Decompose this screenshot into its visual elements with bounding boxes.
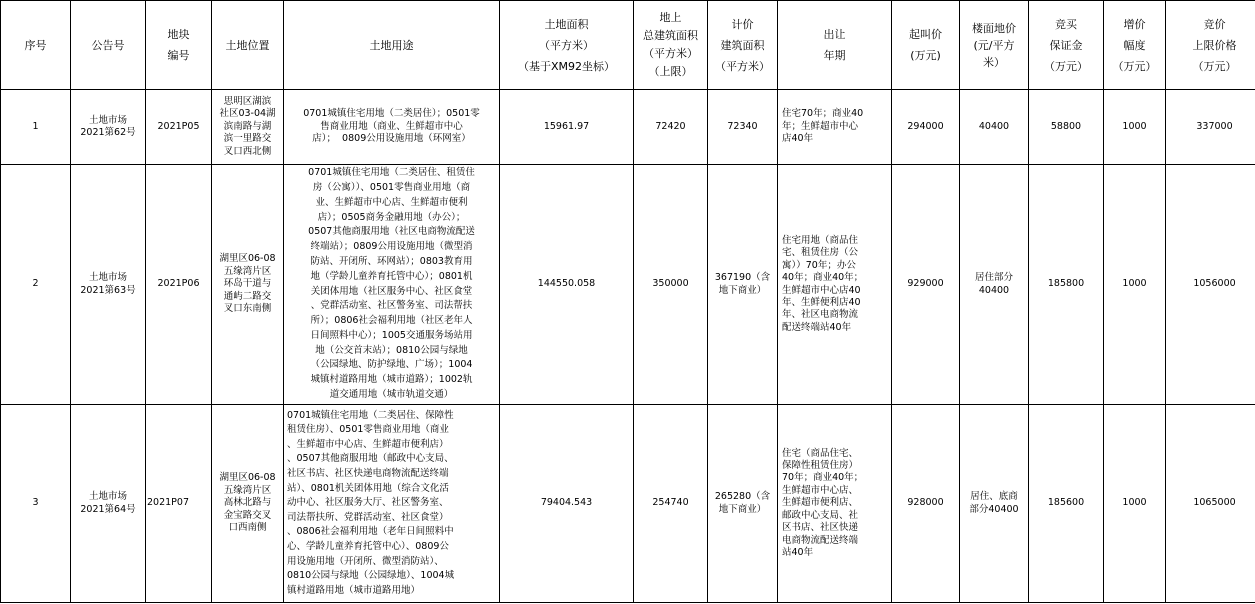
cell-start-price: 928000 [892,405,960,603]
cell-usage: 0701城镇住宅用地（二类居住）；0501零 售商业用地（商业、生鲜超市中心 店）； 0809公用设施用地（环网室） [284,90,500,165]
cell-term: 住宅用地（商品住 宅、租赁住房（公 寓））70年；办公 40年；商业40年； 生鲜超市中心店40 年、生鲜便利店40 年、社区电商物流 配送终端站40年 [778,165,892,405]
cell-deposit: 58800 [1029,90,1104,165]
cell-usage: 0701城镇住宅用地（二类居住、保障性 租赁住房）、0501零售商业用地（商业 、生鲜超市中心店、生鲜超市便利店） 、0507其他商服用地（邮政中心支局、 社区书店、社区快递电商物流配送终端 站）、0801机关团体用地（综合文化活 动中心、社区服务大厅、社区警务室、 司法帮扶所、党群活动室、社区食堂） 、0806社会福利用地（老年日间照料中 心、学龄儿童养育托管中心）、0809公 用设施用地（开闭所、微型消防站）、 0810公园与绿地（公园绿地）、1004城 镇村道路用地（城市道路用地） [284,405,500,603]
cell-notice: 土地市场 2021第64号 [71,405,146,603]
cell-notice: 土地市场 2021第62号 [71,90,146,165]
cell-start-price: 294000 [892,90,960,165]
header-priced-area: 计价 建筑面积 （平方米） [708,1,778,90]
header-notice: 公告号 [71,1,146,90]
cell-area: 144550.058 [500,165,634,405]
cell-cap: 1056000 [1166,165,1255,405]
header-usage: 土地用途 [284,1,500,90]
cell-deposit: 185600 [1029,405,1104,603]
cell-priced-area: 72340 [708,90,778,165]
header-seq: 序号 [1,1,71,90]
cell-deposit: 185800 [1029,165,1104,405]
header-area: 土地面积 （平方米） （基于XM92坐标） [500,1,634,90]
cell-seq: 1 [1,90,71,165]
header-cap: 竞价 上限价格 （万元） [1166,1,1255,90]
cell-lot: 2021P05 [146,90,212,165]
cell-priced-area: 265280（含 地下商业） [708,405,778,603]
cell-term: 住宅（商品住宅、 保障性租赁住房） 70年；商业40年； 生鲜超市中心店、 生鲜超市便利店、 邮政中心支局、社 区书店、社区快递 电商物流配送终端 站40年 [778,405,892,603]
table-row [1,165,1255,405]
cell-cap: 337000 [1166,90,1255,165]
cell-location: 湖里区06-08 五缘湾片区 高林北路与 金宝路交叉 口西南侧 [212,405,284,603]
cell-location: 湖里区06-08 五缘湾片区 环岛干道与 通屿二路交 叉口东南侧 [212,165,284,405]
header-term: 出让 年期 [778,1,892,90]
cell-cap: 1065000 [1166,405,1255,603]
cell-seq: 2 [1,165,71,405]
header-floor-price: 楼面地价 (元/平方 米） [960,1,1029,90]
cell-gfa: 350000 [634,165,708,405]
cell-start-price: 929000 [892,165,960,405]
header-row [1,1,1255,90]
header-location: 土地位置 [212,1,284,90]
table-row [1,90,1255,165]
cell-gfa: 72420 [634,90,708,165]
cell-term: 住宅70年；商业40 年；生鲜超市中心 店40年 [778,90,892,165]
header-increment: 增价 幅度 （万元） [1104,1,1166,90]
table-row [1,405,1255,603]
cell-area: 15961.97 [500,90,634,165]
cell-gfa: 254740 [634,405,708,603]
header-lot: 地块 编号 [146,1,212,90]
cell-floor-price: 居住、底商 部分40400 [960,405,1029,603]
cell-usage: 0701城镇住宅用地（二类居住、租赁住 房（公寓））、0501零售商业用地（商 业、生鲜超市中心店、生鲜超市便利 店）；0505商务金融用地（办公）； 0507其他商服用地（社区电商物流配送 终端站）；0809公用设施用地（微型消 防站、开闭所、环网站）；0803教育用 地（学龄儿童养育托管中心）；0801机 关团体用地（社区服务中心、社区食堂 、党群活动室、社区警务室、司法帮扶 所）；0806社会福利用地（社区老年人 日间照料中心）；1005交通服务场站用 地（公交首末站）；0810公园与绿地 （公园绿地、防护绿地、广场）；1004 城镇村道路用地（城市道路）；1002轨 道交通用地（城市轨道交通） [284,165,500,405]
header-start-price: 起叫价 (万元) [892,1,960,90]
cell-seq: 3 [1,405,71,603]
header-gfa: 地上 总建筑面积 （平方米） （上限） [634,1,708,90]
cell-floor-price: 40400 [960,90,1029,165]
cell-area: 79404.543 [500,405,634,603]
cell-notice: 土地市场 2021第63号 [71,165,146,405]
cell-priced-area: 367190（含 地下商业） [708,165,778,405]
cell-increment: 1000 [1104,405,1166,603]
cell-lot: 2021P06 [146,165,212,405]
cell-location: 思明区湖滨 社区03-04湖 滨南路与湖 滨一里路交 叉口西北侧 [212,90,284,165]
cell-increment: 1000 [1104,165,1166,405]
header-deposit: 竞买 保证金 （万元） [1029,1,1104,90]
cell-lot: 2021P07 [146,405,212,603]
cell-increment: 1000 [1104,90,1166,165]
cell-floor-price: 居住部分 40400 [960,165,1029,405]
